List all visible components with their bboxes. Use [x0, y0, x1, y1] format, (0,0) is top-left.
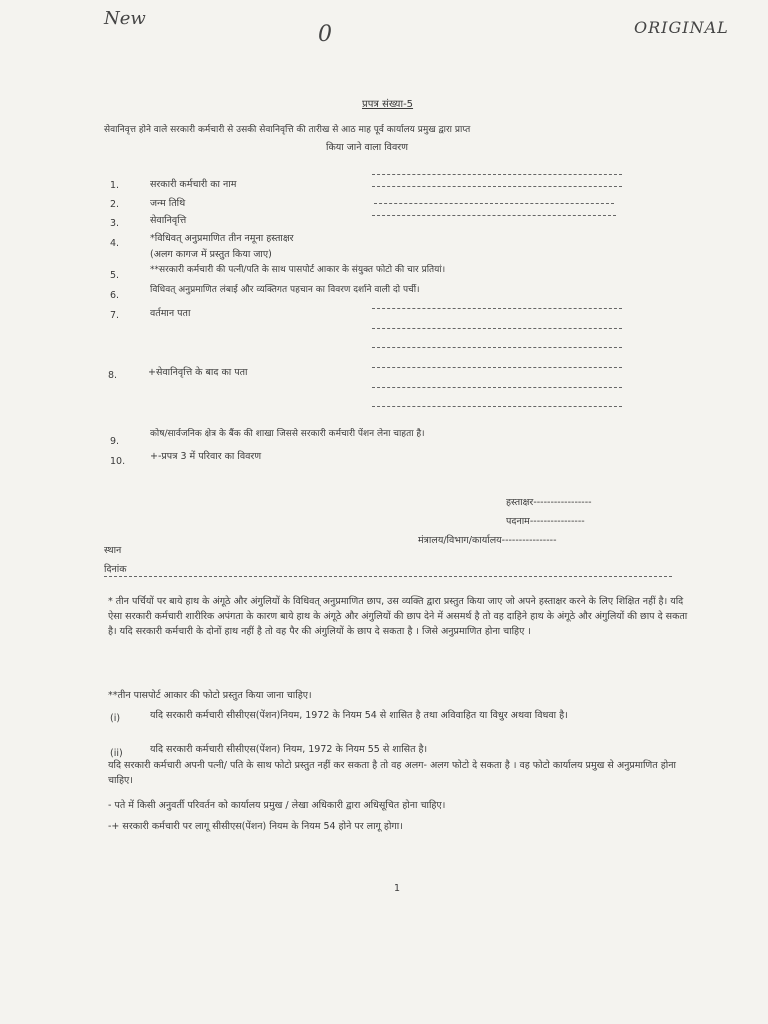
footnote-passport-photo: **तीन पासपोर्ट आकार की फोटो प्रस्तुत किया जाना चाहिए।: [108, 690, 312, 701]
blank-line: [374, 203, 614, 204]
item-number: 10.: [110, 456, 126, 467]
blank-line: [372, 367, 622, 368]
blank-line: [372, 406, 622, 407]
item-number: 4.: [110, 238, 120, 249]
item-label-retirement: सेवानिवृत्ति: [150, 215, 187, 226]
footnote-separate-photo: यदि सरकारी कर्मचारी अपनी पत्नी/ पति के साथ फोटो प्रस्तुत नहीं कर सकता है तो वह अलग- अलग फोटो दे सकता है । वह फोटो कार्यालय प्रमुख से अनुप्रमाणित होना चाहिए।: [108, 760, 676, 786]
footnote-address-change: - पते में किसी अनुवर्ती परिवर्तन को कार्यालय प्रमुख / लेखा अधिकारी द्वारा अधिसूचित होना चाहिए।: [108, 800, 446, 811]
footnote-number: (i): [110, 713, 121, 724]
footnote-thumb-impression: * तीन पर्चियों पर बाये हाथ के अंगूठे और अंगुलियों के विधिवत् अनुप्रमाणित छाप, उस व्यक्ति द्वारा प्रस्तुत किया जाए जो अपने हस्ताक्षर करने के लिए शिक्षित नहीं है। यदि ऐसा सरकारी कर्मचारी शारीरिक अपंगता के कारण बाये हाथ के अंगूठे और अंगुलियों की छाप देने में असमर्थ है तो वह दाहिने हाथ के अंगूठे और अंगुलियों की छाप दे सकता है। यदि सरकारी कर्मचारी के दोनों हाथ नहीं है तो वह पैर की अंगुलियों के छाप दे सकता है । जिसे अनुप्रमाणित होना चाहिए ।: [108, 596, 688, 637]
item-number: 6.: [110, 290, 120, 301]
designation-line: पदनाम----------------: [506, 516, 585, 527]
form-title: प्रपत्र संख्या-5: [362, 99, 414, 110]
form-heading-line2: किया जाने वाला विवरण: [326, 142, 408, 153]
handwritten-mark-circle: 0: [318, 22, 332, 47]
footnote-applicability: -+ सरकारी कर्मचारी पर लागू सीसीएस(पेंशन) नियम के नियम 54 होने पर लागू होगा।: [108, 821, 403, 832]
item-label-post-retirement-address: +सेवानिवृत्ति के बाद का पता: [148, 367, 248, 378]
blank-line: [372, 308, 622, 309]
footnote-number: (ii): [110, 748, 123, 759]
item-number: 2.: [110, 199, 120, 210]
item-label-family-details: +-प्रपत्र 3 में परिवार का विवरण: [150, 451, 262, 462]
item-label-present-address: वर्तमान पता: [150, 308, 191, 319]
item-label-identification: विधिवत् अनुप्रमाणित लंबाई और व्यक्तिगत पहचान का विवरण दर्शाने वाली दो पर्ची।: [150, 285, 420, 295]
page-number: 1: [394, 883, 401, 894]
item-label-bank-branch: कोष/सार्वजनिक क्षेत्र के बैंक की शाखा जिससे सरकारी कर्मचारी पेंशन लेना चाहता है।: [150, 429, 425, 439]
signature-line: हस्ताक्षर-----------------: [506, 497, 592, 508]
item-label-photo: **सरकारी कर्मचारी की पत्नी/पति के साथ पासपोर्ट आकार के संयुक्त फोटो की चार प्रतियां।: [150, 265, 446, 275]
item-number: 8.: [108, 370, 118, 381]
item-label-signatures-note: (अलग कागज में प्रस्तुत किया जाए): [150, 249, 272, 260]
blank-line: [372, 174, 622, 175]
item-label-name: सरकारी कर्मचारी का नाम: [150, 179, 237, 190]
blank-line: [372, 328, 622, 329]
item-label-signatures: *विधिवत् अनुप्रमाणित तीन नमूना हस्ताक्षर: [150, 233, 294, 244]
handwritten-mark-original: ORIGINAL: [634, 18, 729, 37]
handwritten-mark-new: New: [104, 8, 146, 29]
blank-line: [372, 186, 622, 187]
place-label: स्थान: [104, 545, 122, 556]
footnote-rule-54: यदि सरकारी कर्मचारी सीसीएस(पेंशन)नियम, 1972 के नियम 54 से शासित है तथा अविवाहित या विधुर अथवा विधवा है।: [150, 710, 568, 721]
separator-line: [104, 576, 672, 577]
blank-line: [372, 387, 622, 388]
form-heading-line1: सेवानिवृत्त होने वाले सरकारी कर्मचारी से उसकी सेवानिवृत्ति की तारीख से आठ माह पूर्व कार्यालय प्रमुख द्वारा प्राप्त: [104, 125, 471, 135]
item-number: 1.: [110, 180, 120, 191]
item-number: 7.: [110, 310, 120, 321]
item-number: 5.: [110, 270, 120, 281]
blank-line: [372, 215, 616, 216]
blank-line: [372, 347, 622, 348]
item-label-dob: जन्म तिथि: [150, 198, 186, 209]
ministry-line: मंत्रालय/विभाग/कार्यालय----------------: [418, 535, 557, 546]
item-number: 3.: [110, 218, 120, 229]
item-number: 9.: [110, 436, 120, 447]
date-label: दिनांक: [104, 564, 127, 575]
footnote-rule-55: यदि सरकारी कर्मचारी सीसीएस(पेंशन) नियम, 1972 के नियम 55 से शासित है।: [150, 744, 428, 755]
